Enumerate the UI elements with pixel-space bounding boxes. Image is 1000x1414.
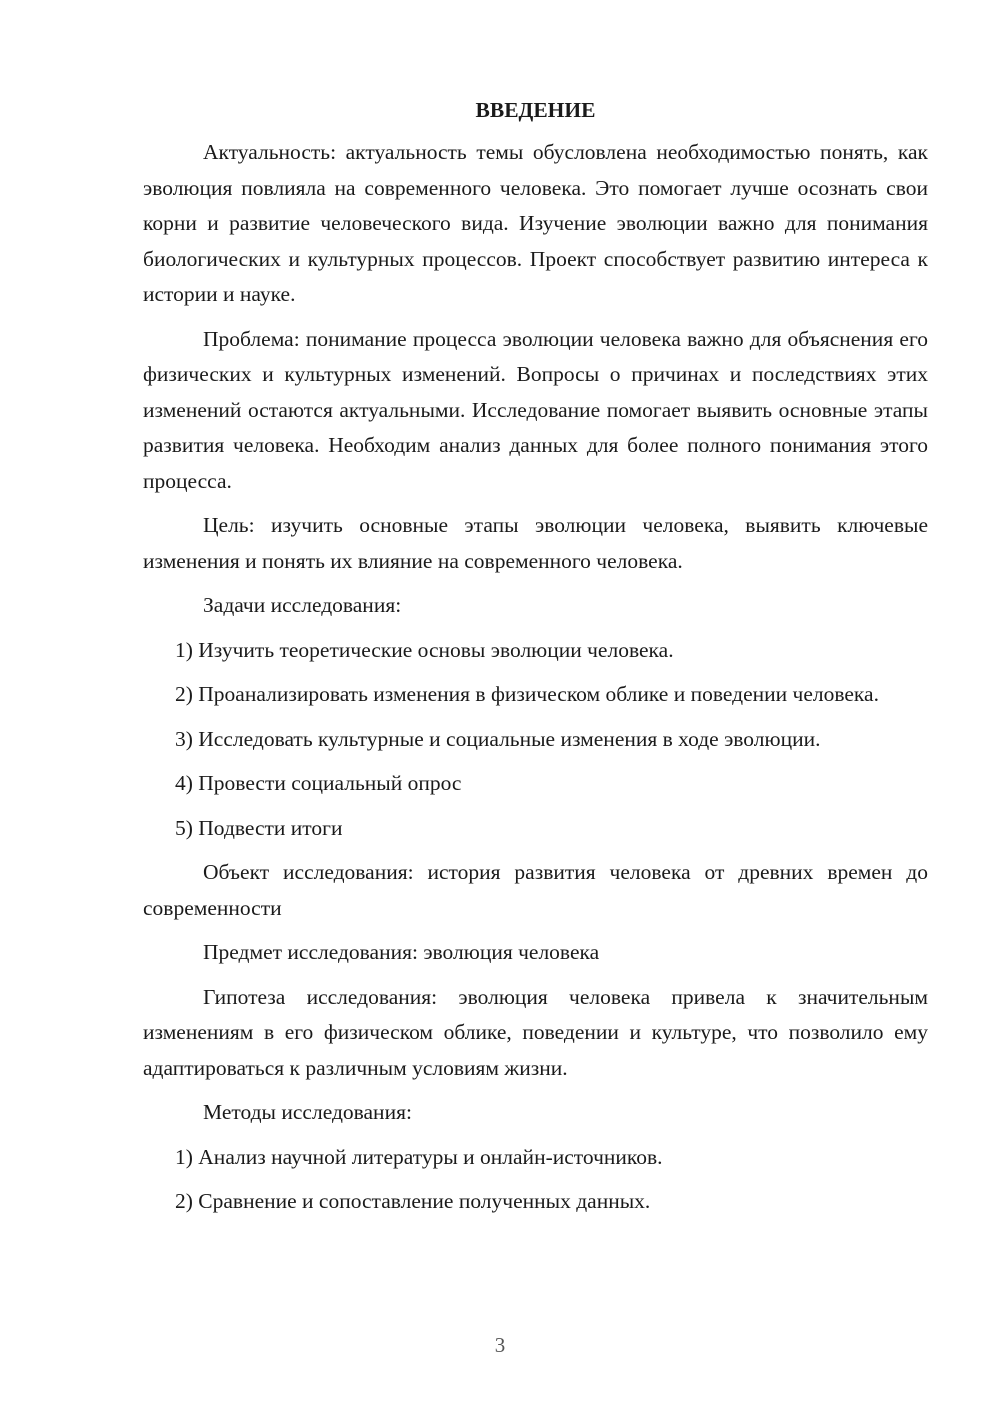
document-body — [143, 95, 928, 1229]
task-item-5: 5) Подвести итоги — [175, 815, 343, 840]
methods-heading: Методы исследования: — [203, 1100, 412, 1124]
hypothesis-paragraph: Гипотеза исследования: эволюция человека привела к значительным изменениям в его физическом облике, поведении и культуре, что позволило ему адаптироваться к различным условиям жизни. — [143, 984, 928, 1080]
task-item-2: 2) Проанализировать изменения в физическом облике и поведении человека. — [175, 682, 879, 706]
goal-paragraph: Цель: изучить основные этапы эволюции человека, выявить ключевые изменения и понять их влияние на современного человека. — [143, 513, 928, 573]
relevance-paragraph: Актуальность: актуальность темы обусловлена необходимостью понять, как эволюция повлияла на современного человека. Это помогает лучше осознать свои корни и развитие человеческого вида. Изучение эволюции важно для понимания биологических и культурных процессов. Проект способствует развитию интереса к истории и науке. — [143, 140, 928, 306]
object-paragraph: Объект исследования: история развития человека от древних времен до современности — [143, 860, 928, 920]
subject-paragraph: Предмет исследования: эволюция человека — [203, 940, 600, 964]
section-title: ВВЕДЕНИЕ — [475, 98, 596, 122]
task-item-1: 1) Изучить теоретические основы эволюции человека. — [175, 637, 674, 662]
method-item-2: 2) Сравнение и сопоставление полученных данных. — [175, 1189, 651, 1213]
page-number: 3 — [494, 1333, 506, 1357]
problem-paragraph: Проблема: понимание процесса эволюции человека важно для объяснения его физических и культурных изменений. Вопросы о причинах и последствиях этих изменений остаются актуальными. Исследование помогает выявить основные этапы развития человека. Необходим анализ данных для более полного понимания этого процесса. — [143, 326, 928, 493]
method-item-1: 1) Анализ научной литературы и онлайн-источников. — [175, 1144, 663, 1169]
tasks-heading: Задачи исследования: — [203, 593, 402, 617]
task-item-3: 3) Исследовать культурные и социальные изменения в ходе эволюции. — [175, 726, 821, 751]
task-item-4: 4) Провести социальный опрос — [175, 771, 462, 795]
